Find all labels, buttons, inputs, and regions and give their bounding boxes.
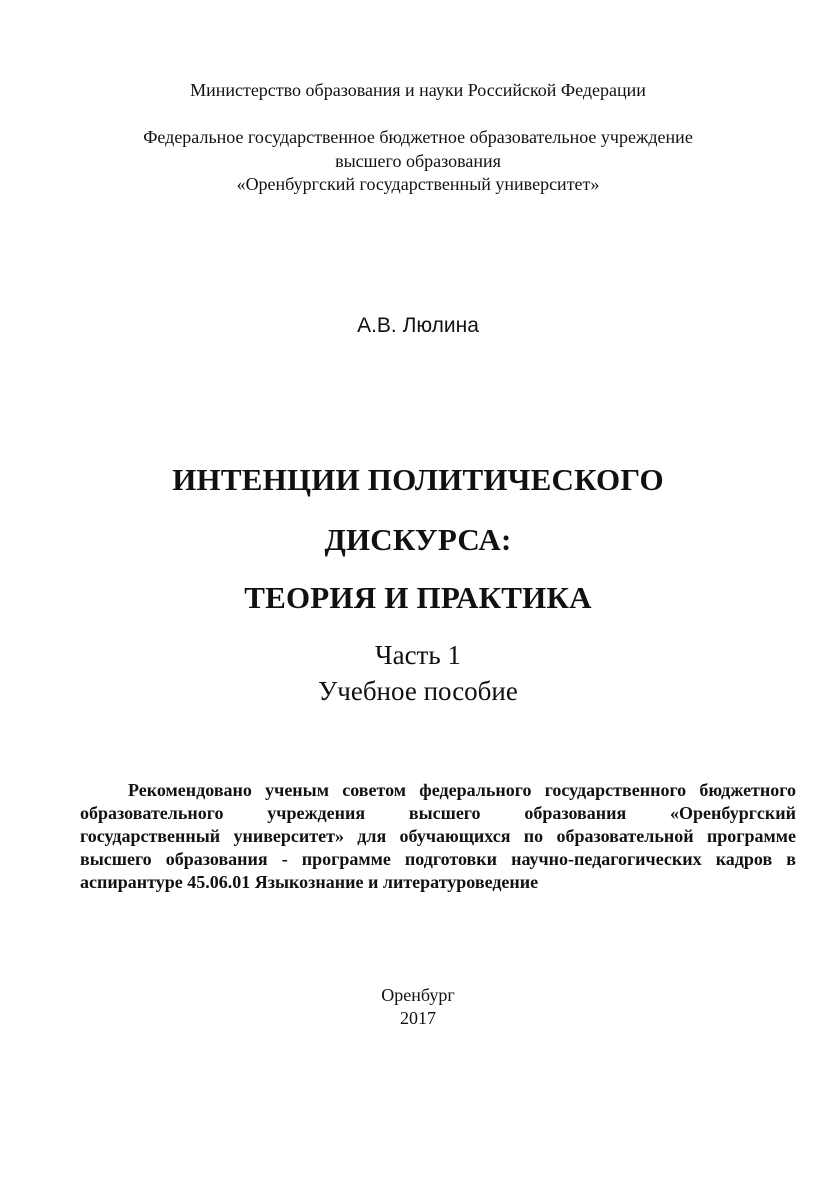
title-line-3: ТЕОРИЯ И ПРАКТИКА xyxy=(244,580,592,615)
institution-line-1: Федеральное государственное бюджетное образовательное учреждение xyxy=(143,127,693,147)
recommendation-line-1: Рекомендовано ученым советом федерального государственного бюджетного xyxy=(128,780,796,800)
recommendation-paragraph xyxy=(80,779,796,894)
author-name: А.В. Люлина xyxy=(357,314,479,337)
recommendation-line-4: высшего образования - программе подготовки научно-педагогических кадров в xyxy=(80,849,796,869)
title-line-2: ДИСКУРСА: xyxy=(324,522,512,557)
title-line-1: ИНТЕНЦИИ ПОЛИТИЧЕСКОГО xyxy=(172,462,664,497)
recommendation-line-5: аспирантуре 45.06.01 Языкознание и литературоведение xyxy=(80,872,539,892)
document-type: Учебное пособие xyxy=(318,676,518,706)
recommendation-line-3: государственный университет» для обучающихся по образовательной программе xyxy=(80,826,796,846)
ministry-line: Министерство образования и науки Российской Федерации xyxy=(190,80,646,100)
city: Оренбург xyxy=(381,985,455,1005)
year: 2017 xyxy=(400,1008,436,1028)
recommendation-line-2: образовательного учреждения высшего образования «Оренбургский xyxy=(80,803,796,823)
part-number: Часть 1 xyxy=(375,640,461,670)
institution-line-2: высшего образования xyxy=(335,151,501,171)
institution-line-3: «Оренбургский государственный университет» xyxy=(236,174,600,194)
